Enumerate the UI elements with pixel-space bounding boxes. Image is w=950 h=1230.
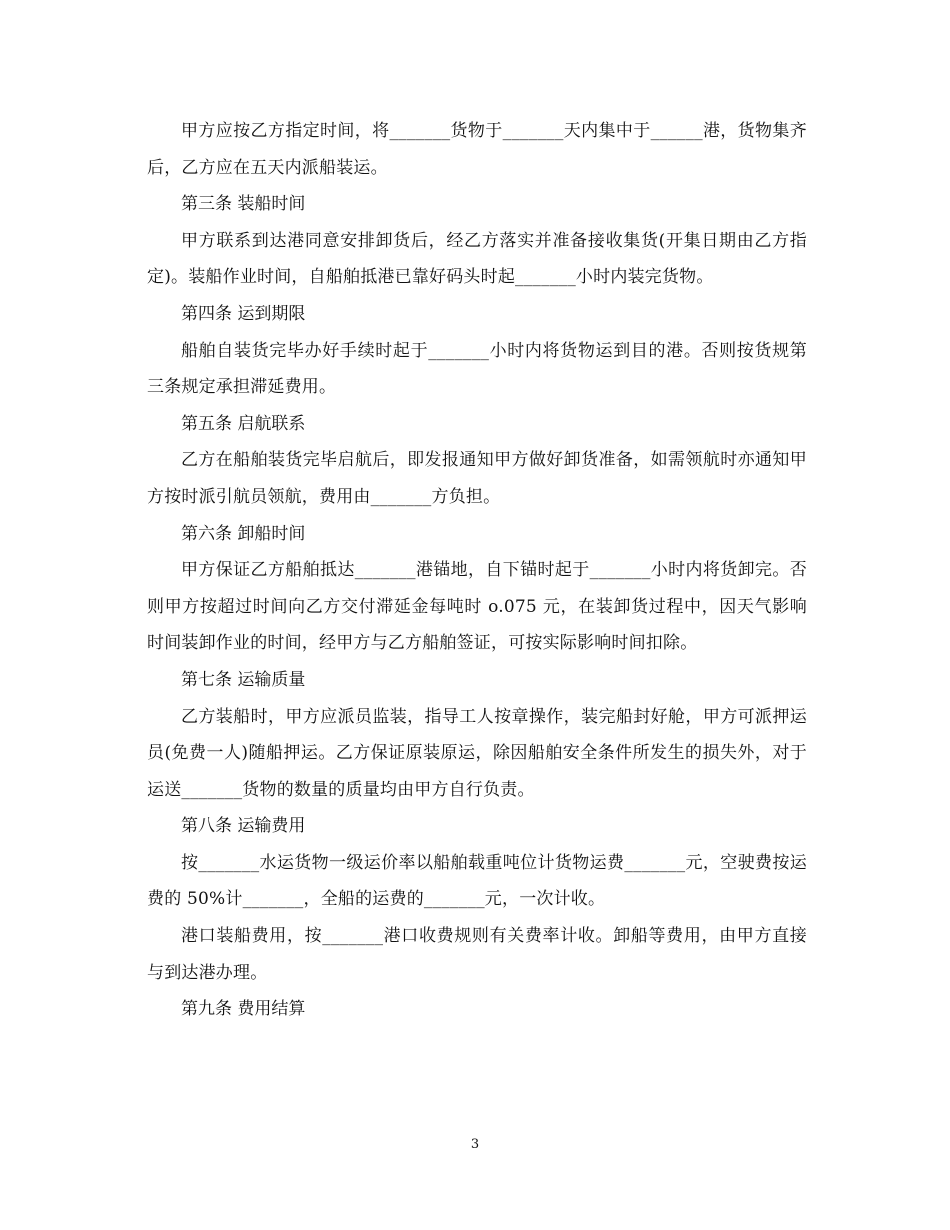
document-body bbox=[147, 113, 807, 1028]
paragraph-delivery-deadline: 船舶自装货完毕办好手续时起于_______小时内将货物运到目的港。否则按货规第三条规定承担滞延费用。 bbox=[147, 340, 807, 398]
heading-article-4: 第四条 运到期限 bbox=[181, 303, 306, 324]
heading-article-7: 第七条 运输质量 bbox=[181, 669, 306, 690]
page-number: 3 bbox=[470, 1137, 480, 1152]
paragraph-departure-contact: 乙方在船舶装货完毕启航后，即发报通知甲方做好卸货准备，如需领航时亦通知甲方按时派引航员领航，费用由_______方负担。 bbox=[147, 450, 807, 507]
paragraph-freight-charges: 按_______水运货物一级运价率以船舶载重吨位计货物运费_______元，空驶费按运费的 50%计_______，全船的运费的_______元，一次计收。 bbox=[147, 852, 807, 910]
paragraph-port-charges: 港口装船费用，按_______港口收费规则有关费率计收。卸船等费用，由甲方直接与到达港办理。 bbox=[147, 926, 807, 983]
heading-article-8: 第八条 运输费用 bbox=[181, 816, 306, 837]
paragraph-transport-quality: 乙方装船时，甲方应派员监装，指导工人按章操作，装完船封好舱，甲方可派押运员(免费一人)随船押运。乙方保证原装原运，除因船舶安全条件所发生的损失外，对于运送_______货物的数量的质量均由甲方自行负责。 bbox=[147, 706, 807, 800]
paragraph-cargo-collection: 甲方应按乙方指定时间，将_______货物于_______天内集中于______港，货物集齐后，乙方应在五天内派船装运。 bbox=[147, 121, 807, 178]
heading-article-6: 第六条 卸船时间 bbox=[181, 523, 306, 544]
heading-article-9: 第九条 费用结算 bbox=[181, 999, 306, 1020]
heading-article-5: 第五条 启航联系 bbox=[181, 413, 306, 434]
paragraph-loading-time: 甲方联系到达港同意安排卸货后，经乙方落实并准备接收集货(开集日期由乙方指定)。装船作业时间，自船舶抵港已靠好码头时起_______小时内装完货物。 bbox=[147, 230, 807, 288]
heading-article-3: 第三条 装船时间 bbox=[181, 194, 306, 215]
paragraph-unloading-time: 甲方保证乙方船舶抵达_______港锚地，自下锚时起于_______小时内将货卸完。否则甲方按超过时间向乙方交付滞延金每吨时 o.075 元，在装卸货过程中，因天气影响时间装卸作业的时间，经甲方与乙方船舶签证，可按实际影响时间扣除。 bbox=[147, 560, 807, 654]
